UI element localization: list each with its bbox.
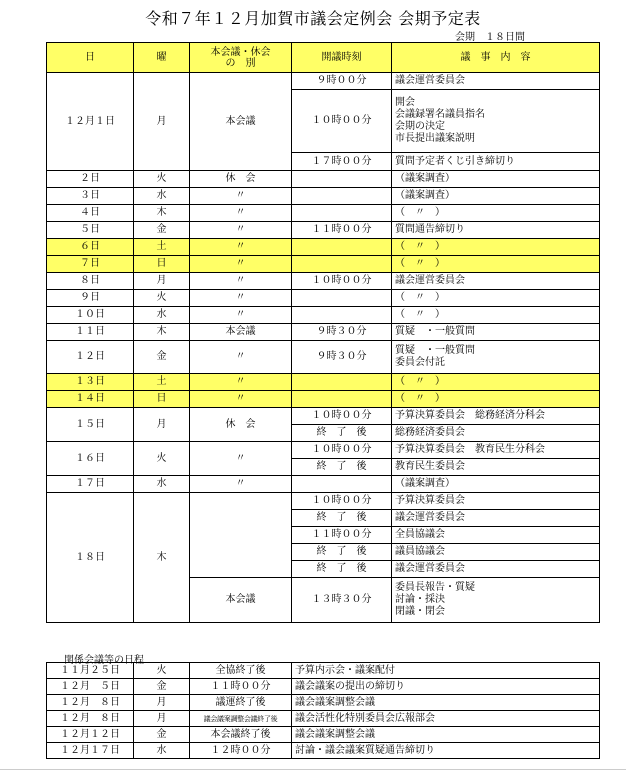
content-line: 会議録署名議員指名: [395, 109, 485, 120]
day-cell: １３日: [47, 374, 134, 391]
weekday-cell: 金: [134, 727, 190, 743]
table-row: [47, 222, 600, 239]
day-cell: １８日: [47, 493, 134, 623]
time-cell: [292, 239, 392, 256]
table-row: [47, 307, 600, 324]
time-cell: １１時００分: [292, 222, 392, 239]
time-cell: 終 了 後: [292, 510, 392, 527]
time-cell: [292, 205, 392, 222]
content-cell: （ 〃 ）: [392, 391, 600, 408]
weekday-cell: 火: [134, 442, 190, 476]
day-cell: ３日: [47, 188, 134, 205]
content-cell: 議会運営委員会: [392, 273, 600, 290]
content-cell: 議会活性化特別委員会広報部会: [292, 711, 600, 727]
content-cell: （議案調査）: [392, 188, 600, 205]
weekday-cell: 月: [134, 73, 190, 171]
weekday-cell: 火: [134, 663, 190, 679]
time-cell: １７時００分: [292, 153, 392, 171]
day-cell: ９日: [47, 290, 134, 307]
time-cell: 議運終了後: [190, 695, 292, 711]
day-cell: １２日: [47, 341, 134, 374]
type-cell: 〃: [190, 307, 292, 324]
type-cell: 〃: [190, 442, 292, 476]
table-row: [47, 171, 600, 188]
time-cell: [292, 171, 392, 188]
header-type-line1: 本会議・休会: [210, 46, 271, 58]
time-cell: １１時００分: [190, 679, 292, 695]
time-cell: １０時００分: [292, 442, 392, 459]
time-cell: 本会議終了後: [190, 727, 292, 743]
content-cell: 予算決算委員会: [392, 493, 600, 510]
header-type-line2: の 別: [225, 57, 256, 69]
weekday-cell: 火: [134, 290, 190, 307]
weekday-cell: 水: [134, 307, 190, 324]
content-line: 委員会付託: [395, 357, 445, 368]
time-cell: 全協終了後: [190, 663, 292, 679]
content-line: 討論・採決: [395, 594, 445, 605]
content-cell: 議員協議会: [392, 544, 600, 561]
content-line: 質疑 ・一般質問: [395, 345, 475, 356]
content-cell: （ 〃 ）: [392, 307, 600, 324]
page-bottom-divider: [0, 769, 626, 770]
time-cell: 終 了 後: [292, 544, 392, 561]
header-time: 開議時刻: [292, 43, 392, 73]
type-cell: 〃: [190, 341, 292, 374]
table-row: [47, 290, 600, 307]
time-cell: [292, 290, 392, 307]
content-cell: 議会議案調整会議: [292, 727, 600, 743]
time-cell: [292, 476, 392, 493]
content-cell: 予算決算委員会 教育民生分科会: [392, 442, 600, 459]
day-cell: １０日: [47, 307, 134, 324]
time-cell: １０時００分: [292, 90, 392, 153]
day-cell: ５日: [47, 222, 134, 239]
table-row: [47, 743, 600, 759]
day-cell: ６日: [47, 239, 134, 256]
table-row: [47, 188, 600, 205]
content-cell: 議会運営委員会: [392, 73, 600, 90]
table-row: [47, 663, 600, 679]
table-row: [47, 73, 600, 90]
content-cell: 教育民生委員会: [392, 459, 600, 476]
weekday-cell: 月: [134, 711, 190, 727]
content-cell: 質問通告締切り: [392, 222, 600, 239]
content-cell: 討論・議会議案質疑通告締切り: [292, 743, 600, 759]
content-cell: （ 〃 ）: [392, 290, 600, 307]
content-cell: （ 〃 ）: [392, 374, 600, 391]
date-cell: １２月 ８日: [47, 711, 134, 727]
table-row: [47, 711, 600, 727]
weekday-cell: 水: [134, 743, 190, 759]
type-cell: 本会議: [190, 324, 292, 341]
content-line: 閉議・閉会: [395, 606, 445, 617]
type-cell: 〃: [190, 222, 292, 239]
table-row: [47, 493, 600, 510]
day-cell: ４日: [47, 205, 134, 222]
content-cell: [392, 90, 600, 153]
content-cell: 議会運営委員会: [392, 561, 600, 578]
content-cell: （議案調査）: [392, 171, 600, 188]
time-cell: [292, 188, 392, 205]
time-cell: １０時００分: [292, 408, 392, 425]
content-cell: 予算内示会・議案配付: [292, 663, 600, 679]
table-row: [47, 476, 600, 493]
weekday-cell: 日: [134, 256, 190, 273]
header-type: [190, 43, 292, 73]
time-cell: １３時３０分: [292, 578, 392, 623]
day-cell: １５日: [47, 408, 134, 442]
table-row-weekend: [47, 391, 600, 408]
date-cell: １２月 ５日: [47, 679, 134, 695]
day-cell: ２日: [47, 171, 134, 188]
weekday-cell: 火: [134, 171, 190, 188]
table-row: [47, 324, 600, 341]
type-cell: 〃: [190, 239, 292, 256]
table-row: [47, 273, 600, 290]
related-schedule-title: 関係会議等の日程: [64, 655, 144, 666]
type-cell: 〃: [190, 374, 292, 391]
time-cell: 終 了 後: [292, 459, 392, 476]
type-cell: 〃: [190, 188, 292, 205]
time-cell: １１時００分: [292, 527, 392, 544]
session-period: 会期 １８日間: [455, 32, 525, 43]
type-cell-empty: [190, 493, 292, 578]
weekday-cell: 日: [134, 391, 190, 408]
weekday-cell: 月: [134, 695, 190, 711]
type-cell: 本会議: [190, 578, 292, 623]
time-cell: 終 了 後: [292, 425, 392, 442]
table-row: [47, 442, 600, 459]
date-cell: １２月１７日: [47, 743, 134, 759]
content-cell: [392, 341, 600, 374]
header-weekday: 曜: [134, 43, 190, 73]
table-row: [47, 341, 600, 374]
time-cell: １０時００分: [292, 273, 392, 290]
day-cell: １７日: [47, 476, 134, 493]
table-row: [47, 408, 600, 425]
content-cell: （ 〃 ）: [392, 239, 600, 256]
content-cell: （ 〃 ）: [392, 205, 600, 222]
content-cell: 議会運営委員会: [392, 510, 600, 527]
table-row: [47, 679, 600, 695]
content-cell: 質問予定者くじ引き締切り: [392, 153, 600, 171]
time-cell: 終 了 後: [292, 561, 392, 578]
time-cell: [292, 374, 392, 391]
time-cell: [292, 307, 392, 324]
time-cell: 議会議案調整会議終了後: [190, 711, 292, 727]
content-cell: 総務経済委員会: [392, 425, 600, 442]
day-cell: ８日: [47, 273, 134, 290]
time-cell: ９時３０分: [292, 341, 392, 374]
content-cell: 議会議案調整会議: [292, 695, 600, 711]
weekday-cell: 水: [134, 188, 190, 205]
content-line: 委員長報告・質疑: [395, 582, 475, 593]
schedule-table: [46, 42, 600, 623]
content-cell: 全員協議会: [392, 527, 600, 544]
type-cell: 休 会: [190, 171, 292, 188]
content-line: 市長提出議案説明: [395, 133, 475, 144]
date-cell: １２月 ８日: [47, 695, 134, 711]
type-cell: 本会議: [190, 73, 292, 171]
table-row: [47, 727, 600, 743]
type-cell: 〃: [190, 290, 292, 307]
weekday-cell: 金: [134, 222, 190, 239]
type-cell: 〃: [190, 205, 292, 222]
type-cell: 休 会: [190, 408, 292, 442]
content-cell: 議会議案の提出の締切り: [292, 679, 600, 695]
content-line: 会期の決定: [395, 121, 445, 132]
weekday-cell: 金: [134, 679, 190, 695]
type-cell: 〃: [190, 273, 292, 290]
weekday-cell: 木: [134, 324, 190, 341]
date-cell: １２月１２日: [47, 727, 134, 743]
schedule-header-row: [47, 43, 600, 73]
header-day: 日: [47, 43, 134, 73]
type-cell: 〃: [190, 256, 292, 273]
type-cell: 〃: [190, 391, 292, 408]
page-title: 令和７年１２月加賀市議会定例会 会期予定表: [145, 9, 481, 28]
time-cell: １２時００分: [190, 743, 292, 759]
header-content: 議 事 内 容: [392, 43, 600, 73]
weekday-cell: 土: [134, 239, 190, 256]
day-cell: １４日: [47, 391, 134, 408]
table-row: [47, 695, 600, 711]
table-row-weekend: [47, 239, 600, 256]
content-cell: （ 〃 ）: [392, 256, 600, 273]
weekday-cell: 土: [134, 374, 190, 391]
weekday-cell: 金: [134, 341, 190, 374]
related-schedule-table: [46, 662, 600, 759]
weekday-cell: 月: [134, 408, 190, 442]
weekday-cell: 水: [134, 476, 190, 493]
table-row-weekend: [47, 374, 600, 391]
day-cell: １１日: [47, 324, 134, 341]
type-cell: 〃: [190, 476, 292, 493]
weekday-cell: 月: [134, 273, 190, 290]
weekday-cell: 木: [134, 205, 190, 222]
content-line: 開会: [395, 97, 415, 108]
time-cell: [292, 256, 392, 273]
time-cell: １０時００分: [292, 493, 392, 510]
content-cell: 予算決算委員会 総務経済分科会: [392, 408, 600, 425]
day-cell: １６日: [47, 442, 134, 476]
date-cell: １１月２５日: [47, 663, 134, 679]
content-cell: [392, 578, 600, 623]
time-cell: ９時００分: [292, 73, 392, 90]
day-cell: ７日: [47, 256, 134, 273]
content-cell: （議案調査）: [392, 476, 600, 493]
table-row: [47, 205, 600, 222]
time-cell: ９時３０分: [292, 324, 392, 341]
day-cell: １２月１日: [47, 73, 134, 171]
weekday-cell: 木: [134, 493, 190, 623]
table-row-weekend: [47, 256, 600, 273]
content-cell: 質疑 ・一般質問: [392, 324, 600, 341]
time-cell: [292, 391, 392, 408]
